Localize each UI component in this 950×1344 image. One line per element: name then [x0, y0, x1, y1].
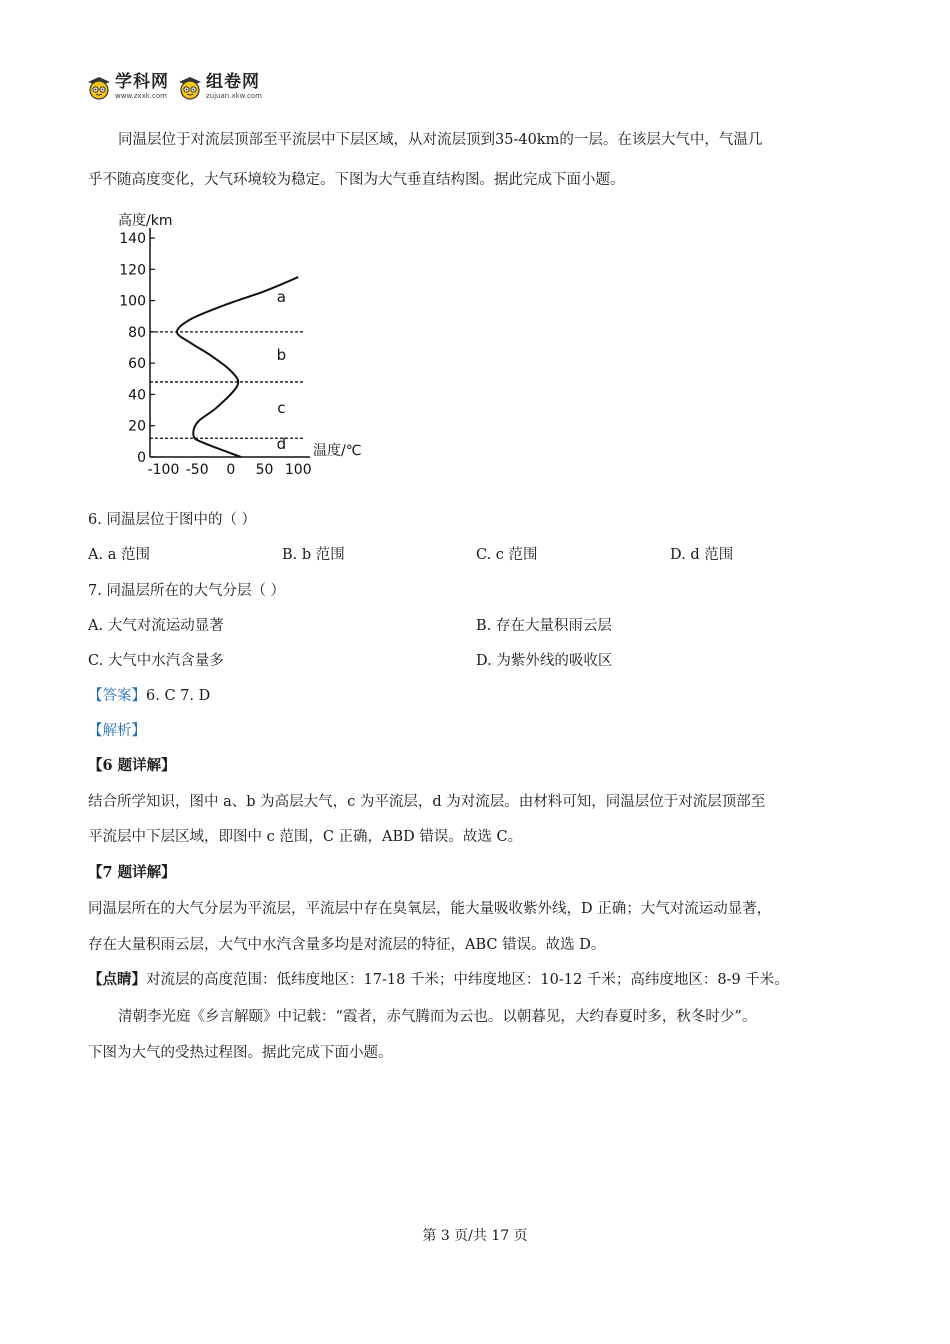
answer-line: [88, 686, 210, 706]
tip-label: 【点睛】: [88, 971, 146, 988]
y-tick-label: 140: [119, 231, 146, 247]
next-intro-line-2: 下图为大气的受热过程图。据此完成下面小题。: [88, 1045, 393, 1061]
q7-option-b: B. 存在大量积雨云层: [476, 618, 612, 634]
q7-option-d: D. 为紫外线的吸收区: [476, 653, 613, 669]
logo-title: 学科网: [115, 72, 169, 92]
detail-6-line-1: 结合所学知识，图中 a、b 为高层大气，c 为平流层，d 为对流层。由材料可知，同温层位于对流层顶部至: [88, 794, 766, 810]
layer-label-b: b: [276, 346, 287, 365]
logo-title: 组卷网: [206, 72, 260, 92]
y-tick-label: 20: [128, 418, 146, 435]
x-tick-label: 100: [284, 462, 312, 478]
layer-label-c: c: [277, 399, 286, 418]
intro-line-2: 乎不随高度变化，大气环境较为稳定。下图为大气垂直结构图。据此完成下面小题。: [88, 172, 625, 188]
q6-option-a: A. a 范围: [88, 547, 150, 563]
x-tick-label: -100: [147, 462, 180, 478]
logo-url: zujuan.xkw.com: [206, 92, 262, 100]
question-6-stem: 6. 同温层位于图中的（ ）: [88, 512, 257, 528]
analysis-label: 【解析】: [88, 723, 146, 739]
detail-7-heading: 【7 题详解】: [88, 864, 176, 881]
q6-option-d: D. d 范围: [670, 547, 734, 563]
x-tick-label: 0: [226, 462, 236, 478]
xueke-logo: [86, 74, 169, 100]
answer-label: 【答案】: [88, 688, 146, 704]
y-axis-label: 高度/km: [118, 213, 173, 229]
layer-label-d: d: [276, 435, 287, 454]
question-7-stem: 7. 同温层所在的大气分层（ ）: [88, 583, 286, 599]
tip-text: 对流层的高度范围：低纬度地区：17-18 千米；中纬度地区：10-12 千米；高纬度地区：8-9 千米。: [146, 972, 789, 988]
q7-option-a: A. 大气对流运动显著: [88, 618, 224, 634]
q6-option-c: C. c 范围: [476, 547, 538, 563]
mascot-icon: [177, 74, 203, 100]
atmosphere-structure-chart: [110, 207, 380, 482]
answer-text: 6. C 7. D: [146, 688, 211, 704]
tip-line: [88, 970, 789, 990]
y-tick-label: 0: [137, 450, 146, 466]
x-tick-label: 50: [255, 462, 274, 478]
x-tick-label: -50: [185, 462, 209, 478]
y-tick-label: 60: [128, 356, 146, 373]
header-logos: [86, 70, 262, 104]
y-tick-label: 80: [128, 324, 146, 341]
detail-7-line-2: 存在大量积雨云层，大气中水汽含量多均是对流层的特征，ABC 错误。故选 D。: [88, 937, 606, 953]
mascot-icon: [86, 74, 112, 100]
y-tick-label: 120: [119, 262, 146, 279]
y-tick-label: 100: [119, 293, 146, 310]
x-axis-label: 温度/℃: [313, 443, 362, 459]
intro-line-1: 同温层位于对流层顶部至平流层中下层区域，从对流层顶到35-40km的一层。在该层大气中，气温几: [118, 132, 763, 148]
q7-option-c: C. 大气中水汽含量多: [88, 653, 224, 669]
page-number: 第 3 页/共 17 页: [422, 1228, 528, 1244]
detail-7-line-1: 同温层所在的大气分层为平流层，平流层中存在臭氧层，能大量吸收紫外线，D 正确；大气对流运动显著，: [88, 901, 772, 917]
detail-6-heading: 【6 题详解】: [88, 757, 176, 774]
zujuan-logo: [177, 74, 262, 100]
next-intro-line-1: 清朝李光庭《乡言解颐》中记载：“霞者，赤气腾而为云也。以朝暮见，大约春夏时多，秋冬时少”。: [118, 1009, 757, 1025]
detail-6-line-2: 平流层中下层区域，即图中 c 范围，C 正确，ABD 错误。故选 C。: [88, 829, 523, 845]
layer-label-a: a: [276, 288, 287, 307]
q6-option-b: B. b 范围: [282, 547, 345, 563]
y-tick-label: 40: [128, 387, 146, 404]
logo-url: www.zxxk.com: [115, 92, 167, 100]
